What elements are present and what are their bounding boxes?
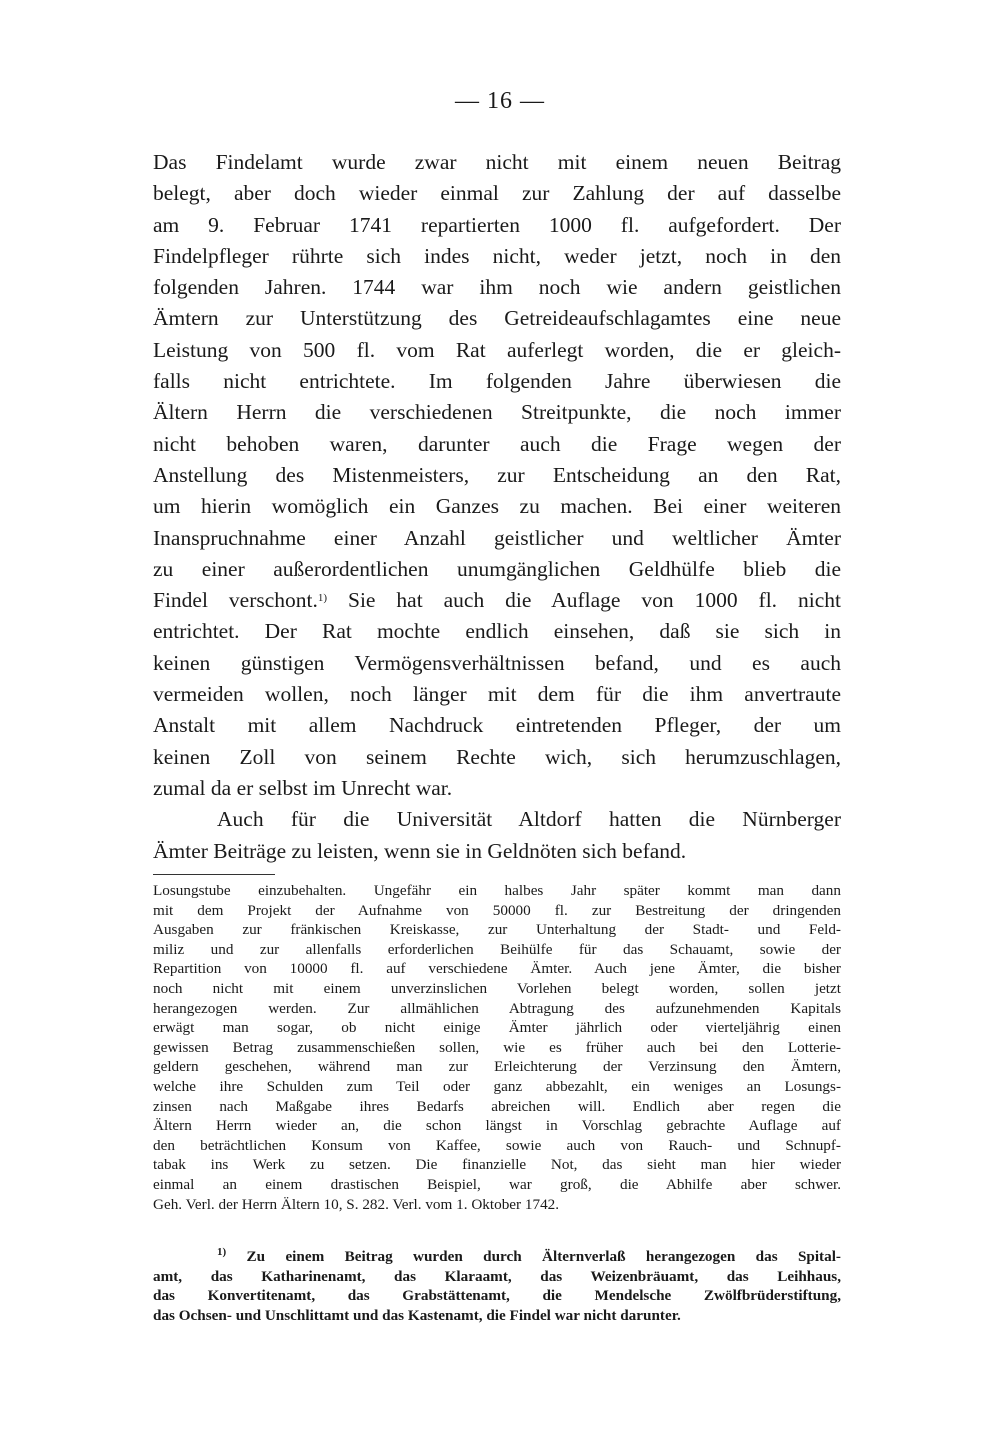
text-line: falls nicht entrichtete. Im folgenden Jahre überwiesen die bbox=[153, 369, 841, 394]
footnote-line: miliz und zur allenfalls erforderlichen Beihülfe für das Schauamt, sowie der bbox=[153, 940, 841, 958]
footnote-reference: 1) bbox=[317, 592, 328, 605]
page-number: — 16 — bbox=[455, 88, 545, 114]
footnote-line: den beträchtlichen Konsum von Kaffee, sowie auch von Rauch- und Schnupf- bbox=[153, 1136, 841, 1154]
text-line: keinen Zoll von seinem Rechte wich, sich herumzuschlagen, bbox=[153, 744, 841, 769]
text-line: Leistung von 500 fl. vom Rat auferlegt worden, die er gleich- bbox=[153, 337, 841, 362]
text-segment: Findel verschont. bbox=[153, 588, 318, 613]
footnote-line bbox=[153, 1247, 841, 1267]
text-segment: Zu einem Beitrag wurden durch Älternverlaß herangezogen das Spital- bbox=[226, 1248, 841, 1265]
footnote-line: einmal an einem drastischen Beispiel, war groß, die Abhilfe aber schwer. bbox=[153, 1175, 841, 1193]
text-segment: Sie hat auch die Auflage von 1000 fl. nicht bbox=[327, 588, 841, 613]
footnote-line: tabak ins Werk zu setzen. Die finanzielle Not, das sieht man hier wieder bbox=[153, 1156, 841, 1174]
text-line: Anstellung des Mistenmeisters, zur Entscheidung an den Rat, bbox=[153, 462, 841, 487]
footnote-line: amt, das Katharinenamt, das Klaraamt, das Weizenbräuamt, das Leihhaus, bbox=[153, 1267, 841, 1285]
text-line: belegt, aber doch wieder einmal zur Zahlung der auf dasselbe bbox=[153, 181, 841, 206]
footnote-line: Geh. Verl. der Herrn Ältern 10, S. 282. Verl. vom 1. Oktober 1742. bbox=[153, 1195, 560, 1213]
text-line: vermeiden wollen, noch länger mit dem für die ihm anvertraute bbox=[153, 682, 841, 707]
text-line: folgenden Jahren. 1744 war ihm noch wie andern geistlichen bbox=[153, 275, 841, 300]
text-line: Findelpfleger rührte sich indes nicht, weder jetzt, noch in den bbox=[153, 243, 841, 268]
footnote-line: Ausgaben zur fränkischen Kreiskasse, zur Unterhaltung der Stadt- und Feld- bbox=[153, 921, 841, 939]
footnote-line: das Ochsen- und Unschlittamt und das Kastenamt, die Findel war nicht darunter. bbox=[153, 1306, 681, 1324]
text-line: am 9. Februar 1741 repartierten 1000 fl. aufgefordert. Der bbox=[153, 212, 841, 237]
text-line: nicht behoben waren, darunter auch die Frage wegen der bbox=[153, 431, 841, 456]
footnote-continuation bbox=[153, 881, 841, 1214]
text-line: zu einer außerordentlichen unumgänglichen Geldhülfe blieb die bbox=[153, 556, 841, 581]
footnote-line: Ältern Herrn wieder an, die schon längst in Vorschlag gebrachte Auflage auf bbox=[153, 1117, 841, 1135]
footnote-line: zinsen nach Maßgabe ihres Bedarfs abreichen will. Endlich aber regen die bbox=[153, 1097, 841, 1115]
footnote-line: gewissen Betrag zusammenschießen sollen, wie es früher auch bei den Lotterie- bbox=[153, 1038, 841, 1056]
footnote-line: noch nicht mit einem unverzinslichen Vorlehen belegt worden, sollen jetzt bbox=[153, 979, 841, 997]
footnote-line: welche ihre Schulden zum Teil oder ganz abbezahlt, ein weniges an Losungs- bbox=[153, 1077, 841, 1095]
text-line: Ämter Beiträge zu leisten, wenn sie in Geldnöten sich befand. bbox=[153, 838, 687, 863]
text-line: Inanspruchnahme einer Anzahl geistlicher und weltlicher Ämter bbox=[153, 525, 841, 550]
main-text bbox=[153, 147, 841, 867]
footnote-divider bbox=[153, 874, 275, 875]
footnote-marker: 1) bbox=[217, 1246, 227, 1258]
text-line: Auch für die Universität Altdorf hatten die Nürnberger bbox=[217, 807, 841, 832]
footnote-line: Repartition von 10000 fl. auf verschiedene Ämter. Auch jene Ämter, die bisher bbox=[153, 960, 841, 978]
text-line: Ämtern zur Unterstützung des Getreideaufschlagamtes eine neue bbox=[153, 306, 841, 331]
text-line: Anstalt mit allem Nachdruck eintretenden Pfleger, der um bbox=[153, 713, 841, 738]
footnote-1 bbox=[153, 1247, 841, 1325]
text-line: zumal da er selbst im Unrecht war. bbox=[153, 775, 453, 800]
text-line: Das Findelamt wurde zwar nicht mit einem neuen Beitrag bbox=[153, 150, 841, 174]
text-line: entrichtet. Der Rat mochte endlich einsehen, daß sie sich in bbox=[153, 619, 841, 644]
text-line: um hierin womöglich ein Ganzes zu machen. Bei einer weiteren bbox=[153, 494, 841, 519]
text-line-with-footnote bbox=[153, 585, 841, 616]
footnote-line: herangezogen werden. Zur allmählichen Abtragung des aufzunehmenden Kapitals bbox=[153, 999, 841, 1017]
footnote-line: geldern geschehen, während man zur Erleichterung der Verzinsung den Ämtern, bbox=[153, 1058, 841, 1076]
footnote-line: mit dem Projekt der Aufnahme von 50000 fl. zur Bestreitung der dringenden bbox=[153, 901, 841, 919]
footnote-line: das Konvertitenamt, das Grabstättenamt, die Mendelsche Zwölfbrüderstiftung, bbox=[153, 1287, 841, 1305]
footnote-line: erwägt man sogar, ob nicht einige Ämter jährlich oder vierteljährig einen bbox=[153, 1019, 841, 1037]
text-line: Ältern Herrn die verschiedenen Streitpunkte, die noch immer bbox=[153, 400, 841, 425]
footnote-line: Losungstube einzubehalten. Ungefähr ein halbes Jahr später kommt man dann bbox=[153, 882, 841, 899]
text-line: keinen günstigen Vermögensverhältnissen befand, und es auch bbox=[153, 650, 841, 675]
